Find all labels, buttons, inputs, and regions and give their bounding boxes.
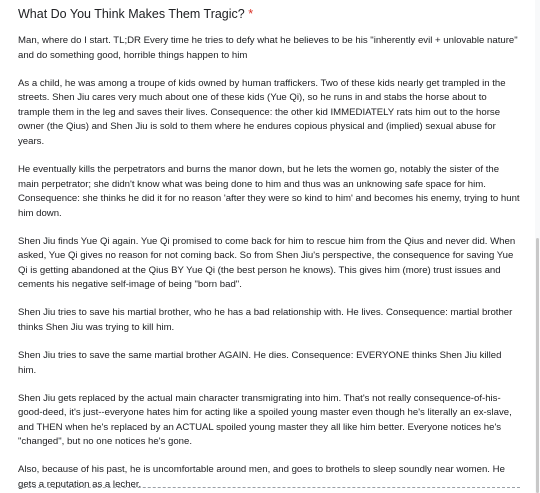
scrollbar-thumb[interactable] [536,238,539,493]
question-title-text: What Do You Think Makes Them Tragic? [18,7,245,21]
answer-paragraph-8: Also, because of his past, he is uncomfortable around men, and goes to brothels to sleep soundly near women. He gets a reputation as a lecher. [18,464,505,490]
required-asterisk: * [248,7,254,21]
answer-paragraph-4: Shen Jiu finds Yue Qi again. Yue Qi promised to come back for him to rescue him from the Qius and never did. When asked, Yue Qi gives no reason for not coming back. So from Shen Jiu's perspective, the consequence for saving Yue Qi is getting abandoned at the Qius BY Yue Qi (the best person he knows). This gives him (more) trust issues and cements his negative self-image of being "born bad". [18,235,516,291]
answer-paragraph-7: Shen Jiu gets replaced by the actual main character transmigrating into him. That's not really consequence-of-his-good-deed, it's just--everyone hates him for acting like a spoiled young master even though he's literally an ex-slave, and THEN when he's replaced by an ACTUAL spoiled young master they all like him better. Everyone notices he's "changed", but no one notices he's gone. [18,392,512,448]
question-title [18,6,520,22]
answer-paragraph-2: As a child, he was among a troupe of kids owned by human traffickers. Two of these kids nearly get trampled in the streets. Shen Jiu cares very much about one of these kids (Yue Qi), so he runs in and stabs the horse about to trample them in the leg and saves their lives. Consequence: the other kid IMMEDIATELY rats him out to the horse owner (the Qius) and Shen Jiu is sold to them where he endures copious physical and (implied) sexual abuse for years. [18,77,506,147]
answer-paragraph-6: Shen Jiu tries to save the same martial brother AGAIN. He dies. Consequence: EVERYONE thinks Shen Jiu killed him. [18,350,502,376]
answer-underline [18,487,520,488]
answer-paragraph-5: Shen Jiu tries to save his martial brother, who he has a bad relationship with. He lives. Consequence: martial brother thinks Shen Jiu was trying to kill him. [18,307,513,334]
answer-paragraph-1: Man, where do I start. TL;DR Every time he tries to defy what he believes to be his "inherently evil + unlovable nature" and do something good, horrible things happen to him [18,35,518,61]
scrollbar-track[interactable] [535,0,540,493]
answer-paragraph-3: He eventually kills the perpetrators and burns the manor down, but he lets the women go, notably the sister of the main perpetrator; she didn't know what was being done to him and thus was an unknowing safe space for him. Consequence: she thinks he did it for no reason 'after they were so kind to him' and becomes his enemy, trying to hunt him down. [18,163,520,219]
answer-text [18,34,520,493]
